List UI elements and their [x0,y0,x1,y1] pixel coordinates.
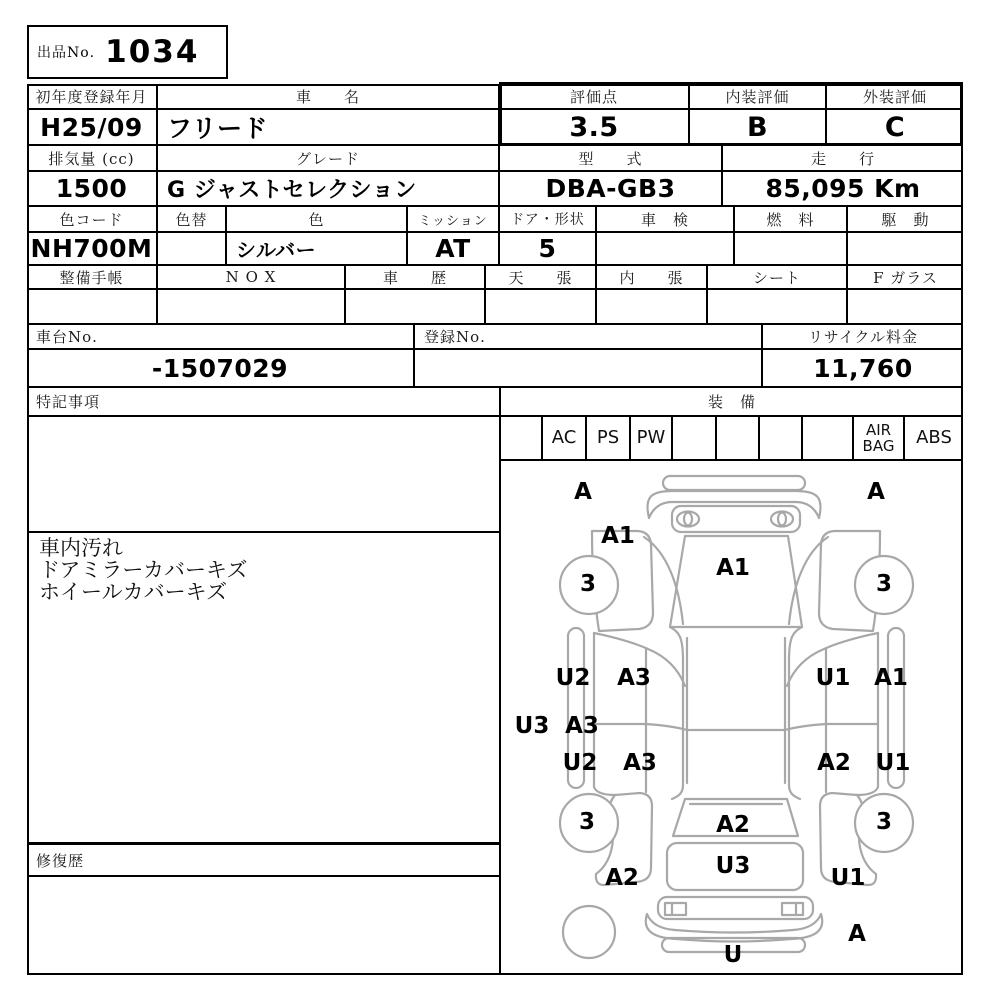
displacement-value: 1500 [27,172,158,207]
headliner-value [486,290,597,325]
drive-value [848,233,963,266]
color-value: シルバー [227,233,408,266]
equipment-cell [803,417,854,461]
interior-grade-label: 内装評価 [690,84,827,110]
score-label: 評価点 [500,84,690,110]
service-book-label: 整備手帳 [27,266,158,290]
interior-grade-value: B [690,110,827,146]
equipment-cell [760,417,803,461]
service-book-value [27,290,158,325]
nox-label: N O X [158,266,346,290]
equipment-header: 装 備 [501,388,963,417]
lot-number-box [27,25,228,79]
seat-value [708,290,848,325]
equipment-cell-ps: PS [587,417,631,461]
equipment-cell [501,417,543,461]
remarks-text-box [27,533,501,845]
doors-value: 5 [500,233,597,266]
seat-label: シート [708,266,848,290]
damage-mark-a1: A1 [874,665,908,691]
chassis-no-label: 車台Nо. [27,325,415,350]
exterior-grade-value: C [827,110,963,146]
color-change-label: 色替 [158,207,227,233]
interior-trim-label: 内 張 [597,266,708,290]
interior-trim-value [597,290,708,325]
car-damage-diagram [501,461,963,975]
car-history-label: 車 歴 [346,266,486,290]
color-code-label: 色コード [27,207,158,233]
transmission-value: AT [408,233,500,266]
remark-line: ドアミラーカバーキズ [39,558,248,582]
damage-mark-a3: A3 [617,665,651,691]
grade-value: G ジャストセレクション [158,172,500,207]
mileage-label: 走 行 [723,146,963,172]
taillight-right [771,512,793,527]
damage-mark-u2: U2 [562,750,598,776]
remarks-label: 特記事項 [27,388,501,417]
fuel-value [735,233,848,266]
damage-mark-a: A [867,479,885,505]
equipment-cell-ac: AC [543,417,587,461]
recycle-fee-label: リサイクル料金 [763,325,963,350]
damage-mark-3: 3 [579,571,597,597]
first-reg-label: 初年度登録年月 [27,84,158,110]
equipment-cell [717,417,760,461]
color-change-value [158,233,227,266]
spare-tire [563,906,615,958]
equipment-row [501,417,963,461]
doors-label: ドア・形状 [500,207,597,233]
lot-number-value: 1034 [105,34,200,70]
displacement-label: 排気量 (cc) [27,146,158,172]
headliner-label: 天 張 [486,266,597,290]
rear-bumper [647,491,820,518]
remarks-empty-box [27,417,501,533]
inspection-label: 車 検 [597,207,735,233]
registration-no-value [415,350,763,388]
mileage-value: 85,095 Km [723,172,963,207]
damage-mark-u: U [723,942,743,968]
car-name-value: フリード [158,110,500,146]
car-name-label: 車 名 [158,84,500,110]
damage-mark-u1: U1 [830,865,866,891]
damage-mark-a2: A2 [605,865,639,891]
grade-label: グレード [158,146,500,172]
model-code-value: DBA-GB3 [500,172,723,207]
rear-roof-bar [663,476,805,490]
damage-mark-u1: U1 [875,750,911,776]
recycle-fee-value: 11,760 [763,350,963,388]
remark-line: ホイールカバーキズ [39,580,228,604]
damage-mark-a1: A1 [601,523,635,549]
damage-mark-u1: U1 [815,665,851,691]
taillight-left [677,512,699,527]
damage-mark-a2: A2 [716,812,750,838]
nox-value [158,290,346,325]
headlight-right [782,903,803,915]
headlight-left [665,903,686,915]
equipment-cell-pw: PW [631,417,673,461]
front-glass-value [848,290,963,325]
car-history-value [346,290,486,325]
equipment-cell [673,417,717,461]
score-value: 3.5 [500,110,690,146]
drive-label: 駆 動 [848,207,963,233]
damage-mark-a: A [848,921,866,947]
chassis-no-value: -1507029 [27,350,415,388]
fuel-label: 燃 料 [735,207,848,233]
front-glass-label: F ガラス [848,266,963,290]
remark-line: 車内汚れ [39,536,123,560]
first-reg-value: H25/09 [27,110,158,146]
lot-number-label: 出品Nо. [37,45,96,61]
damage-mark-a3: A3 [623,750,657,776]
damage-mark-a: A [574,479,592,505]
damage-mark-u2: U2 [555,665,591,691]
transmission-label: ミッション [408,207,500,233]
registration-no-label: 登録Nо. [415,325,763,350]
damage-mark-a3: A3 [565,713,599,739]
inspection-value [597,233,735,266]
damage-mark-3: 3 [875,809,893,835]
equipment-cell-air-bag: AIR BAG [854,417,905,461]
exterior-grade-label: 外装評価 [827,84,963,110]
rear-window [670,536,802,627]
damage-mark-a1: A1 [716,555,750,581]
damage-mark-u3: U3 [514,713,550,739]
color-label: 色 [227,207,408,233]
damage-mark-a2: A2 [817,750,851,776]
equipment-cell-abs: ABS [905,417,963,461]
repair-history-label: 修復歴 [27,845,501,877]
damage-mark-u3: U3 [715,853,751,879]
color-code-value: NH700M [27,233,158,266]
repair-history-value [27,877,501,975]
damage-mark-3: 3 [875,571,893,597]
model-code-label: 型 式 [500,146,723,172]
damage-mark-3: 3 [578,809,596,835]
